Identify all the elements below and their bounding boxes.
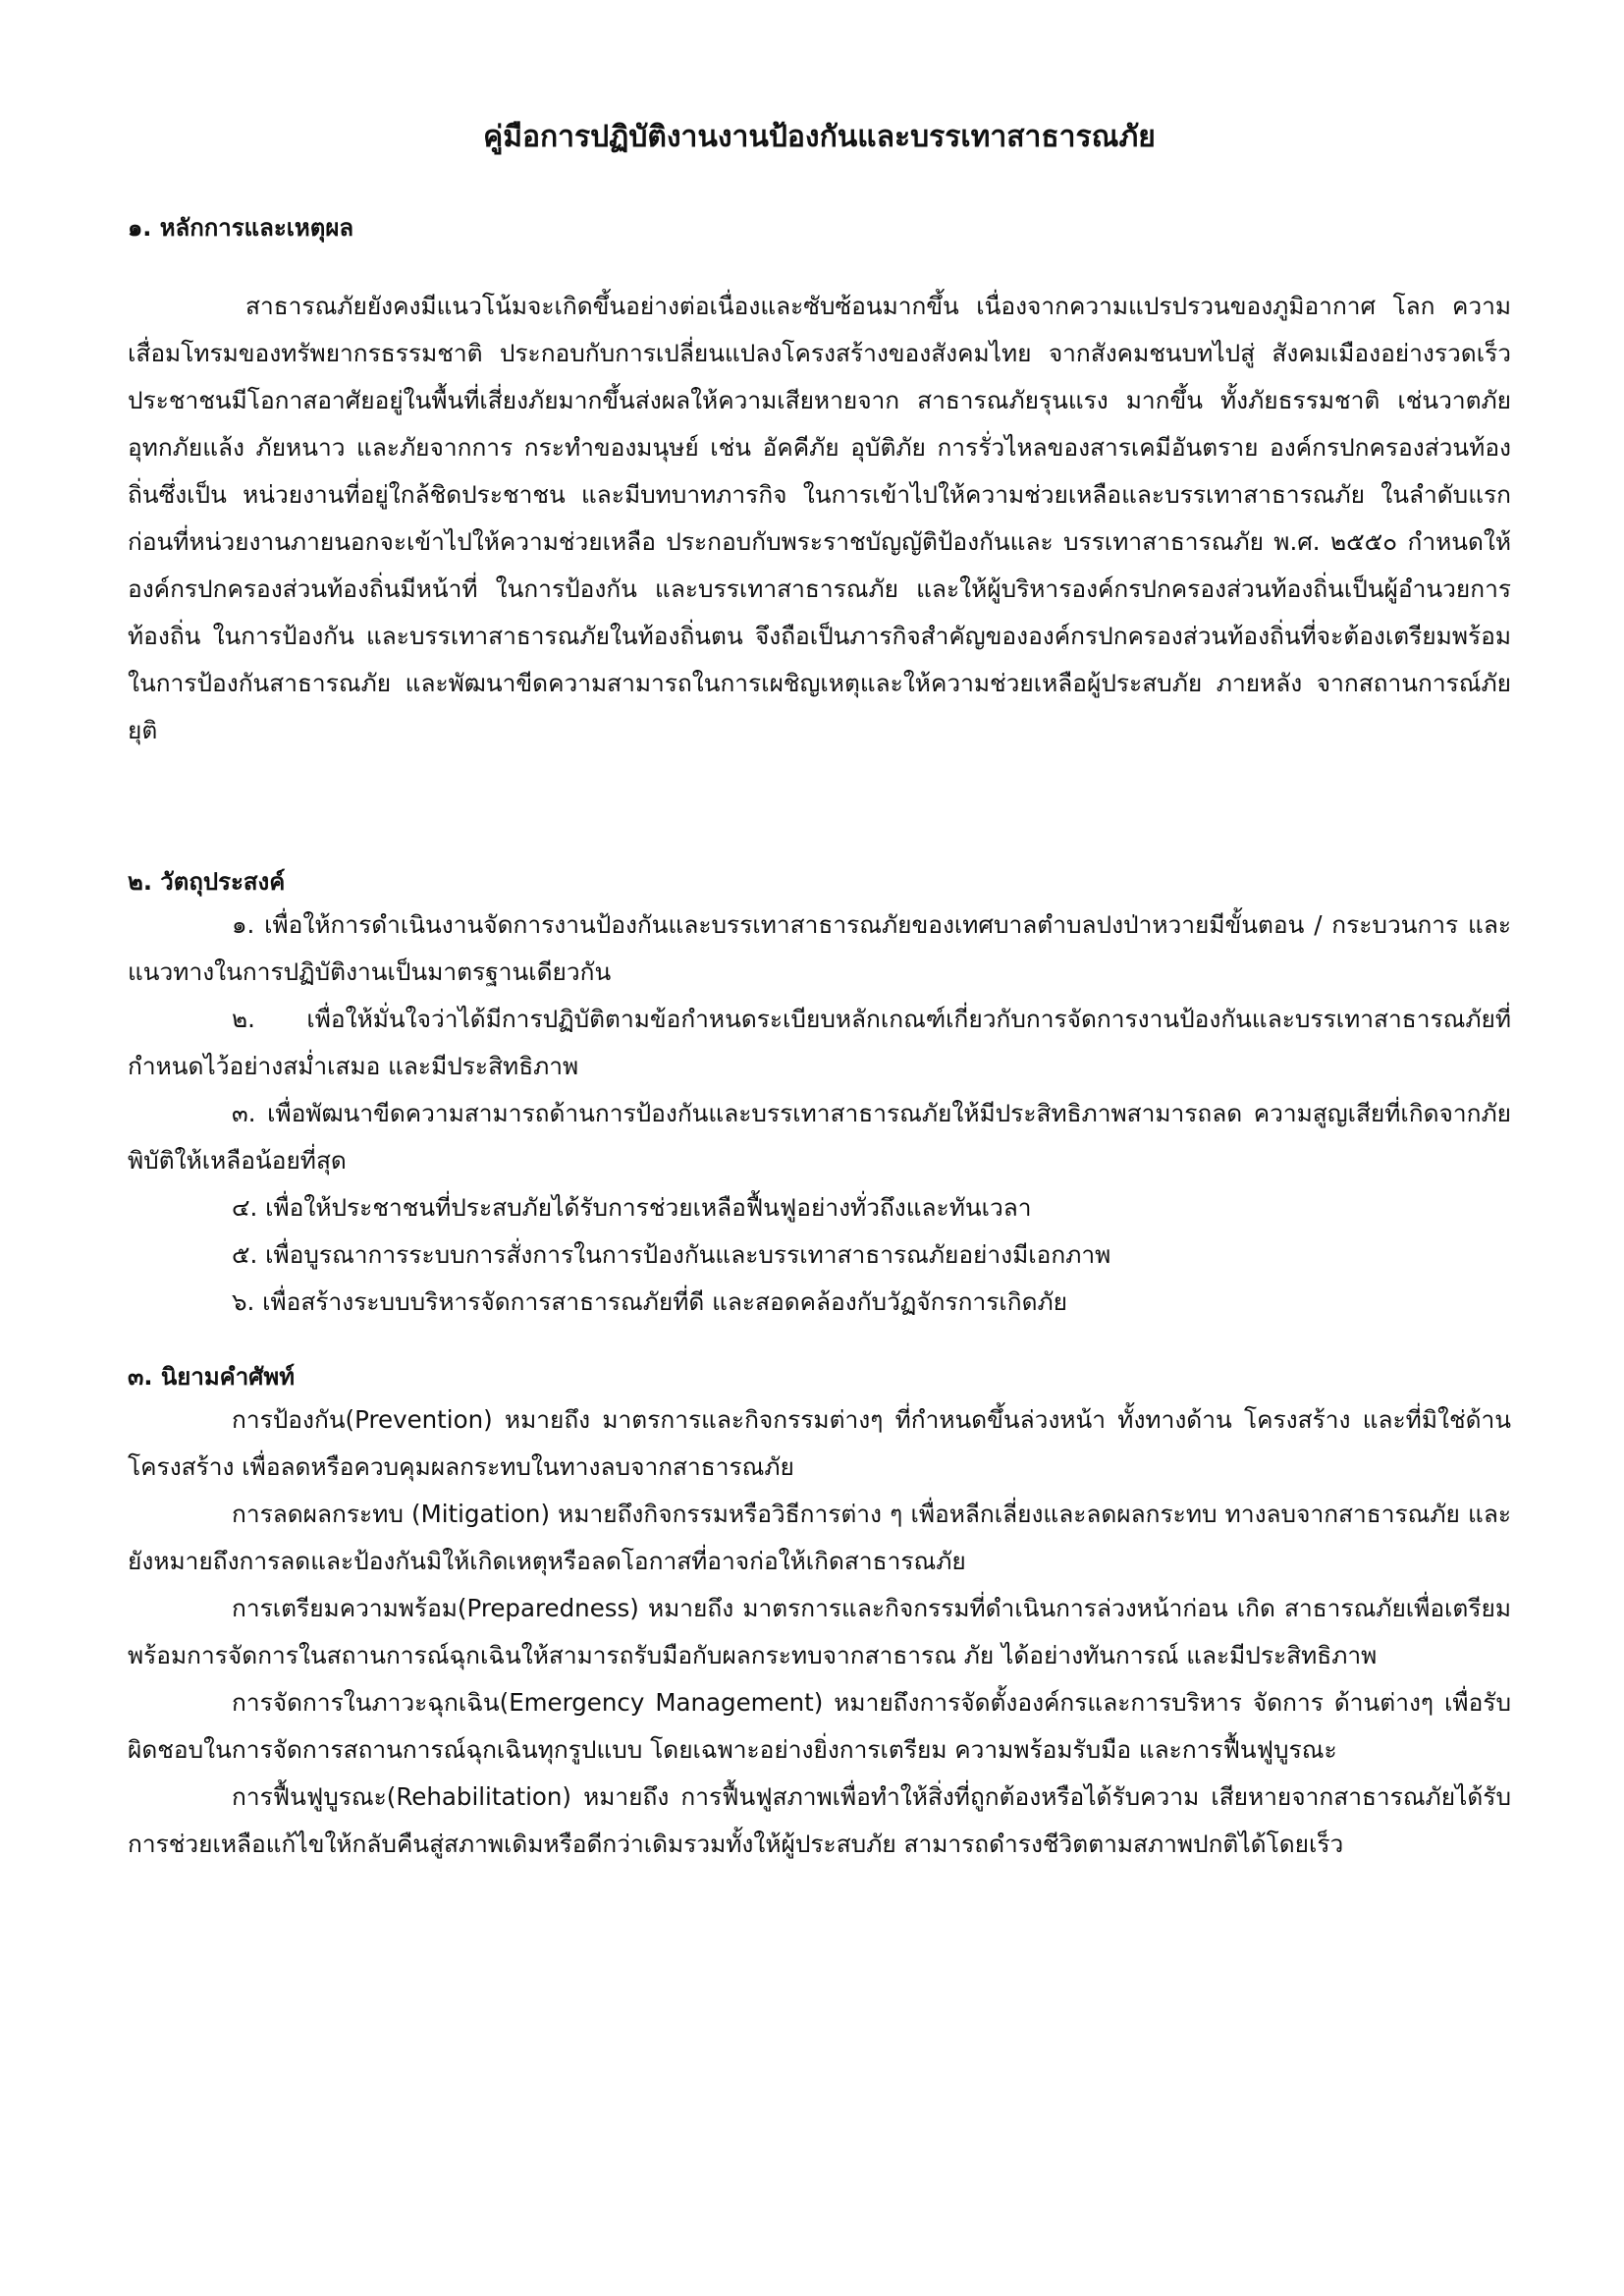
definition-item: การลดผลกระทบ (Mitigation) หมายถึงกิจกรรมหรือวิธีการต่าง ๆ เพื่อหลีกเลี่ยงและลดผลกระทบ ทางลบจากสาธารณภัย และยังหมายถึงการลดและป้องกันมิให้เกิดเหตุหรือลดโอกาสที่อาจก่อให้เกิดสาธารณภัย bbox=[128, 1500, 1511, 1575]
definition-item: การฟื้นฟูบูรณะ(Rehabilitation) หมายถึง การฟื้นฟูสภาพเพื่อทำให้สิ่งที่ถูกต้องหรือได้รับความ เสียหายจากสาธารณภัยได้รับการช่วยเหลือแก้ไขให้กลับคืนสู่สภาพเดิมหรือดีกว่าเดิมรวมทั้งให้ผู้ประสบภัย สามารถดำรงชีวิตตามสภาพปกติได้โดยเร็ว bbox=[128, 1782, 1511, 1858]
objective-item: ๕. เพื่อบูรณาการระบบการสั่งการในการป้องกันและบรรเทาสาธารณภัยอย่างมีเอกภาพ bbox=[232, 1240, 1111, 1269]
section-heading-principles: ๑. หลักการและเหตุผล bbox=[128, 214, 354, 242]
definition-item: การเตรียมความพร้อม(Preparedness) หมายถึง มาตรการและกิจกรรมที่ดำเนินการล่วงหน้าก่อน เกิด สาธารณภัยเพื่อเตรียมพร้อมการจัดการในสถานการณ์ฉุกเฉินให้สามารถรับมือกับผลกระทบจากสาธารณ ภัย ได้อย่างทันการณ์ และมีประสิทธิภาพ bbox=[128, 1594, 1511, 1669]
definition-item: การป้องกัน(Prevention) หมายถึง มาตรการและกิจกรรมต่างๆ ที่กำหนดขึ้นล่วงหน้า ทั้งทางด้าน โครงสร้าง และที่มิใช่ด้านโครงสร้าง เพื่อลดหรือควบคุมผลกระทบในทางลบจากสาธารณภัย bbox=[128, 1405, 1511, 1481]
section-definitions bbox=[128, 1357, 1511, 1868]
principles-paragraph: สาธารณภัยยังคงมีแนวโน้มจะเกิดขึ้นอย่างต่อเนื่องและซับซ้อนมากขึ้น เนื่องจากความแปรปรวนของภูมิอากาศ โลก ความเสื่อมโทรมของทรัพยากรธรรมชาติ ประกอบกับการเปลี่ยนแปลงโครงสร้างของสังคมไทย จากสังคมชนบทไปสู่ สังคมเมืองอย่างรวดเร็ว ประชาชนมีโอกาสอาศัยอยู่ในพื้นที่เสี่ยงภัยมากขึ้นส่งผลให้ความเสียหายจาก สาธารณภัยรุนแรง มากขึ้น ทั้งภัยธรรมชาติ เช่นวาตภัย อุทกภัยแล้ง ภัยหนาว และภัยจากการ กระทำของมนุษย์ เช่น อัคคีภัย อุบัติภัย การรั่วไหลของสารเคมีอันตราย องค์กรปกครองส่วนท้องถิ่นซึ่งเป็น หน่วยงานที่อยู่ใกล้ชิดประชาชน และมีบทบาทภารกิจ ในการเข้าไปให้ความช่วยเหลือและบรรเทาสาธารณภัย ในลำดับแรกก่อนที่หน่วยงานภายนอกจะเข้าไปให้ความช่วยเหลือ ประกอบกับพระราชบัญญัติป้องกันและ บรรเทาสาธารณภัย พ.ศ. ๒๕๕๐ กำหนดให้องค์กรปกครองส่วนท้องถิ่นมีหน้าที่ ในการป้องกัน และบรรเทาสาธารณภัย และให้ผู้บริหารองค์กรปกครองส่วนท้องถิ่นเป็นผู้อำนวยการท้องถิ่น ในการป้องกัน และบรรเทาสาธารณภัยในท้องถิ่นตน จึงถือเป็นภารกิจสำคัญขององค์กรปกครองส่วนท้องถิ่นที่จะต้องเตรียมพร้อมในการป้องกันสาธารณภัย และพัฒนาขีดความสามารถในการเผชิญเหตุและให้ความช่วยเหลือผู้ประสบภัย ภายหลัง จากสถานการณ์ภัยยุติ bbox=[128, 292, 1511, 744]
objective-item: ๓. เพื่อพัฒนาขีดความสามารถด้านการป้องกันและบรรเทาสาธารณภัยให้มีประสิทธิภาพสามารถลด ความสูญเสียที่เกิดจากภัยพิบัติให้เหลือน้อยที่สุด bbox=[128, 1099, 1511, 1175]
section-heading-objectives: ๒. วัตถุประสงค์ bbox=[128, 868, 286, 896]
section-objectives bbox=[128, 862, 1511, 1326]
document-title: คู่มือการปฏิบัติงานงานป้องกันและบรรเทาสาธารณภัย bbox=[483, 120, 1156, 154]
objective-item: ๑. เพื่อให้การดำเนินงานจัดการงานป้องกันและบรรเทาสาธารณภัยของเทศบาลตำบลปงป่าหวายมีขั้นตอน / กระบวนการ และแนวทางในการปฏิบัติงานเป็นมาตรฐานเดียวกัน bbox=[128, 910, 1511, 986]
objective-item: ๔. เพื่อให้ประชาชนที่ประสบภัยได้รับการช่วยเหลือฟื้นฟูอย่างทั่วถึงและทันเวลา bbox=[232, 1193, 1032, 1222]
objective-item: ๖. เพื่อสร้างระบบบริหารจัดการสาธารณภัยที่ดี และสอดคล้องกับวัฏจักรการเกิดภัย bbox=[232, 1287, 1068, 1316]
objective-item: ๒. เพื่อให้มั่นใจว่าได้มีการปฏิบัติตามข้อกำหนดระเบียบหลักเกณฑ์เกี่ยวกับการจัดการงานป้องกันและบรรเทาสาธารณภัยที่กำหนดไว้อย่างสม่ำเสมอ และมีประสิทธิภาพ bbox=[128, 1005, 1511, 1080]
definition-item: การจัดการในภาวะฉุกเฉิน(Emergency Management) หมายถึงการจัดตั้งองค์กรและการบริหาร จัดการ ด้านต่างๆ เพื่อรับผิดชอบในการจัดการสถานการณ์ฉุกเฉินทุกรูปแบบ โดยเฉพาะอย่างยิ่งการเตรียม ความพร้อมรับมือ และการฟื้นฟูบูรณะ bbox=[128, 1688, 1511, 1764]
section-heading-definitions: ๓. นิยามคำศัพท์ bbox=[128, 1363, 296, 1391]
section-principles bbox=[128, 208, 1511, 754]
